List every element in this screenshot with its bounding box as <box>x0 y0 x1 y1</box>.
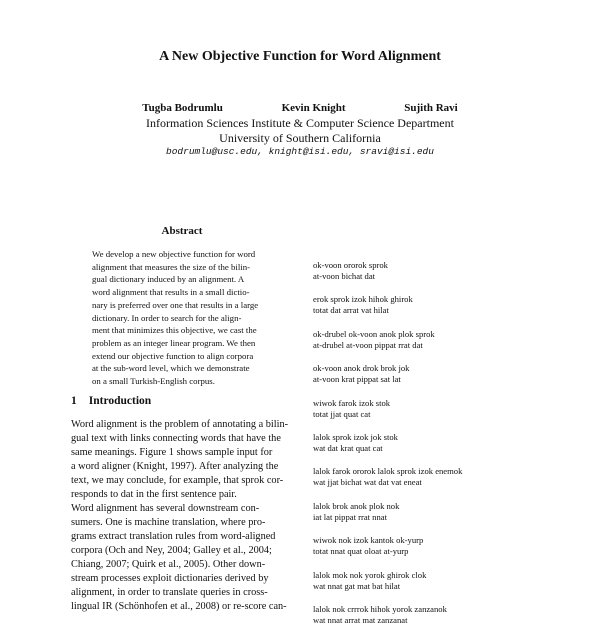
abstract-line: extend our objective function to align corpora <box>92 350 254 361</box>
target-sentence: wat nnat arrat mat zanzanat <box>313 614 408 625</box>
author-emails: bodrumlu@usc.edu, knight@isi.edu, sravi@isi.edu <box>166 146 434 157</box>
source-sentence: ok-voon ororok sprok <box>313 260 388 270</box>
sentence-pair <box>313 501 553 523</box>
intro-line: corpora (Och and Ney, 2004; Galley et al., 2004; <box>71 545 272 556</box>
abstract-line: dictionary. In order to search for the align- <box>92 312 242 323</box>
source-sentence: wiwok farok izok stok <box>313 397 391 408</box>
abstract-line: We develop a new objective function for word <box>92 249 256 259</box>
intro-line: a word aligner (Knight, 1997). After analyzing the <box>71 461 279 472</box>
abstract-line: gual dictionary induced by an alignment. A <box>92 274 245 285</box>
intro-line: stream processes exploit dictionaries derived by <box>71 573 269 584</box>
introduction-body <box>71 418 295 614</box>
source-sentence: lalok mok nok yorok ghirok clok <box>313 569 427 580</box>
abstract-line: alignment that measures the size of the bilin- <box>92 261 251 272</box>
source-sentence: lalok farok ororok lalok sprok izok enemok <box>313 466 463 477</box>
intro-line: responds to dat in the first sentence pair. <box>71 489 237 500</box>
abstract-line: word alignment that results in a small dictio- <box>92 287 250 298</box>
section-number: 1 <box>71 395 77 407</box>
source-sentence: ok-drubel ok-voon anok plok sprok <box>313 328 435 339</box>
target-sentence: wat jjat bichat wat dat vat eneat <box>313 477 422 488</box>
sentence-pair <box>313 570 553 592</box>
author-name: Tugba Bodrumlu <box>142 102 223 114</box>
sentence-pair <box>313 398 553 420</box>
abstract-line: ment that minimizes this objective, we cast the <box>92 325 257 336</box>
target-sentence: at-drubel at-voon pippat rrat dat <box>313 339 423 350</box>
sentence-pair <box>313 535 553 557</box>
section-title: Introduction <box>88 395 152 407</box>
abstract-heading: Abstract <box>161 225 203 237</box>
sentence-pair <box>313 329 553 351</box>
target-sentence: at-voon krat pippat sat lat <box>313 374 401 385</box>
intro-line: Word alignment is the problem of annotating a bilin- <box>71 419 289 430</box>
source-sentence: wiwok nok izok kantok ok-yurp <box>313 535 424 546</box>
intro-line: gual text with links connecting words that have the <box>71 433 281 444</box>
intro-line: Chiang, 2007; Quirk et al., 2005). Other down- <box>71 559 266 570</box>
source-sentence: erok sprok izok hihok ghirok <box>313 294 413 305</box>
sentence-pair <box>313 363 553 385</box>
author-name: Kevin Knight <box>281 102 346 114</box>
abstract-line: at the sub-word level, which we demonstrate <box>92 363 250 374</box>
affiliation-university: University of Southern California <box>219 131 381 145</box>
intro-line: lingual IR (Schönhofen et al., 2008) or re-score can- <box>71 601 287 612</box>
abstract-body <box>92 248 273 388</box>
intro-line: alignment, in order to translate queries in cross- <box>71 587 268 598</box>
sentence-pair <box>313 432 553 454</box>
sentence-pair <box>313 604 553 626</box>
author-name: Sujith Ravi <box>404 102 458 114</box>
abstract-line: on a small Turkish-English corpus. <box>92 376 215 387</box>
source-sentence: lalok brok anok plok nok <box>313 500 400 511</box>
sentence-pair <box>313 466 553 488</box>
author-list <box>0 102 600 114</box>
target-sentence: wat dat krat quat cat <box>313 442 383 453</box>
target-sentence: iat lat pippat rrat nnat <box>313 511 387 522</box>
intro-line: Word alignment has several downstream con- <box>71 503 260 514</box>
source-sentence: lalok sprok izok jok stok <box>313 431 398 442</box>
paper-title: A New Objective Function for Word Alignment <box>159 49 441 64</box>
source-sentence: ok-voon anok drok brok jok <box>313 363 410 374</box>
sentence-pair <box>313 260 553 282</box>
affiliation-institute: Information Sciences Institute & Computer Science Department <box>146 116 454 130</box>
intro-line: grams extract translation rules from word-aligned <box>71 531 276 542</box>
source-sentence: lalok nok crrrok hihok yorok zanzanok <box>313 603 447 614</box>
target-sentence: wat nnat gat mat bat hilat <box>313 580 401 591</box>
target-sentence: totat jjat quat cat <box>313 408 371 419</box>
intro-line: sumers. One is machine translation, where pro- <box>71 517 266 528</box>
sentence-pair <box>313 294 553 316</box>
target-sentence: totat nnat quat oloat at-yurp <box>313 546 409 557</box>
intro-line: same meanings. Figure 1 shows sample input for <box>71 447 273 458</box>
intro-line: text, we may conclude, for example, that sprok cor- <box>71 475 284 486</box>
abstract-line: nary is preferred over one that results in a large <box>92 299 259 310</box>
target-sentence: totat dat arrat vat hilat <box>313 305 389 316</box>
figure-sentence-pairs <box>313 260 553 638</box>
target-sentence: at-voon bichat dat <box>313 271 376 281</box>
section-heading <box>71 395 151 407</box>
abstract-line: problem as an integer linear program. We then <box>92 337 256 348</box>
